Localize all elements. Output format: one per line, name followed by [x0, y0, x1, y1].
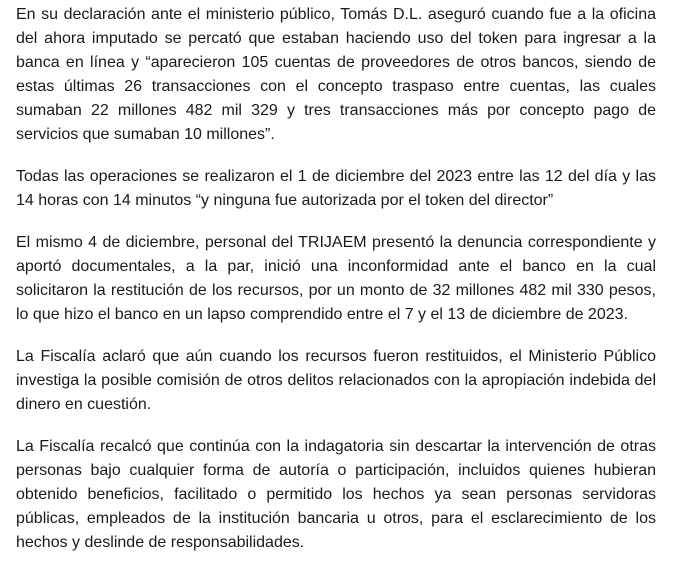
paragraph-operations: Todas las operaciones se realizaron el 1 de diciembre del 2023 entre las 12 del día y las 14 horas con 14 minutos “y ninguna fue autorizada por el token del director” — [16, 168, 656, 209]
paragraph-declaration: En su declaración ante el ministerio público, Tomás D.L. aseguró cuando fue a la oficina del ahora imputado se percató que estaban haciendo uso del token para ingresar a la banca en línea y “aparecieron 105 cuentas de proveedores de otros bancos, siendo de estas últimas 26 transacciones con el concepto traspaso entre cuentas, las cuales sumaban 22 millones 482 mil 329 y tres transacciones más por concepto pago de servicios que sumaban 10 millones”. — [16, 6, 656, 143]
paragraph-inquiry: La Fiscalía recalcó que continúa con la indagatoria sin descartar la intervención de otras personas bajo cualquier forma de autoría o participación, incluidos quienes hubieran obtenido beneficios, facilitado o permitido los hechos ya sean personas servidoras públicas, empleados de la institución bancaria u otros, para el esclarecimiento de los hechos y deslinde de responsabilidades. — [16, 438, 656, 551]
paragraph-complaint: El mismo 4 de diciembre, personal del TRIJAEM presentó la denuncia correspondiente y aportó documentales, a la par, inició una inconformidad ante el banco en la cual solicitaron la restitución de los recursos, por un monto de 32 millones 482 mil 330 pesos, lo que hizo el banco en un lapso comprendido entre el 7 y el 13 de diciembre de 2023. — [16, 234, 656, 323]
article-body — [16, 3, 656, 573]
paragraph-investigation: La Fiscalía aclaró que aún cuando los recursos fueron restituidos, el Ministerio Público investiga la posible comisión de otros delitos relacionados con la apropiación indebida del dinero en cuestión. — [16, 348, 656, 413]
